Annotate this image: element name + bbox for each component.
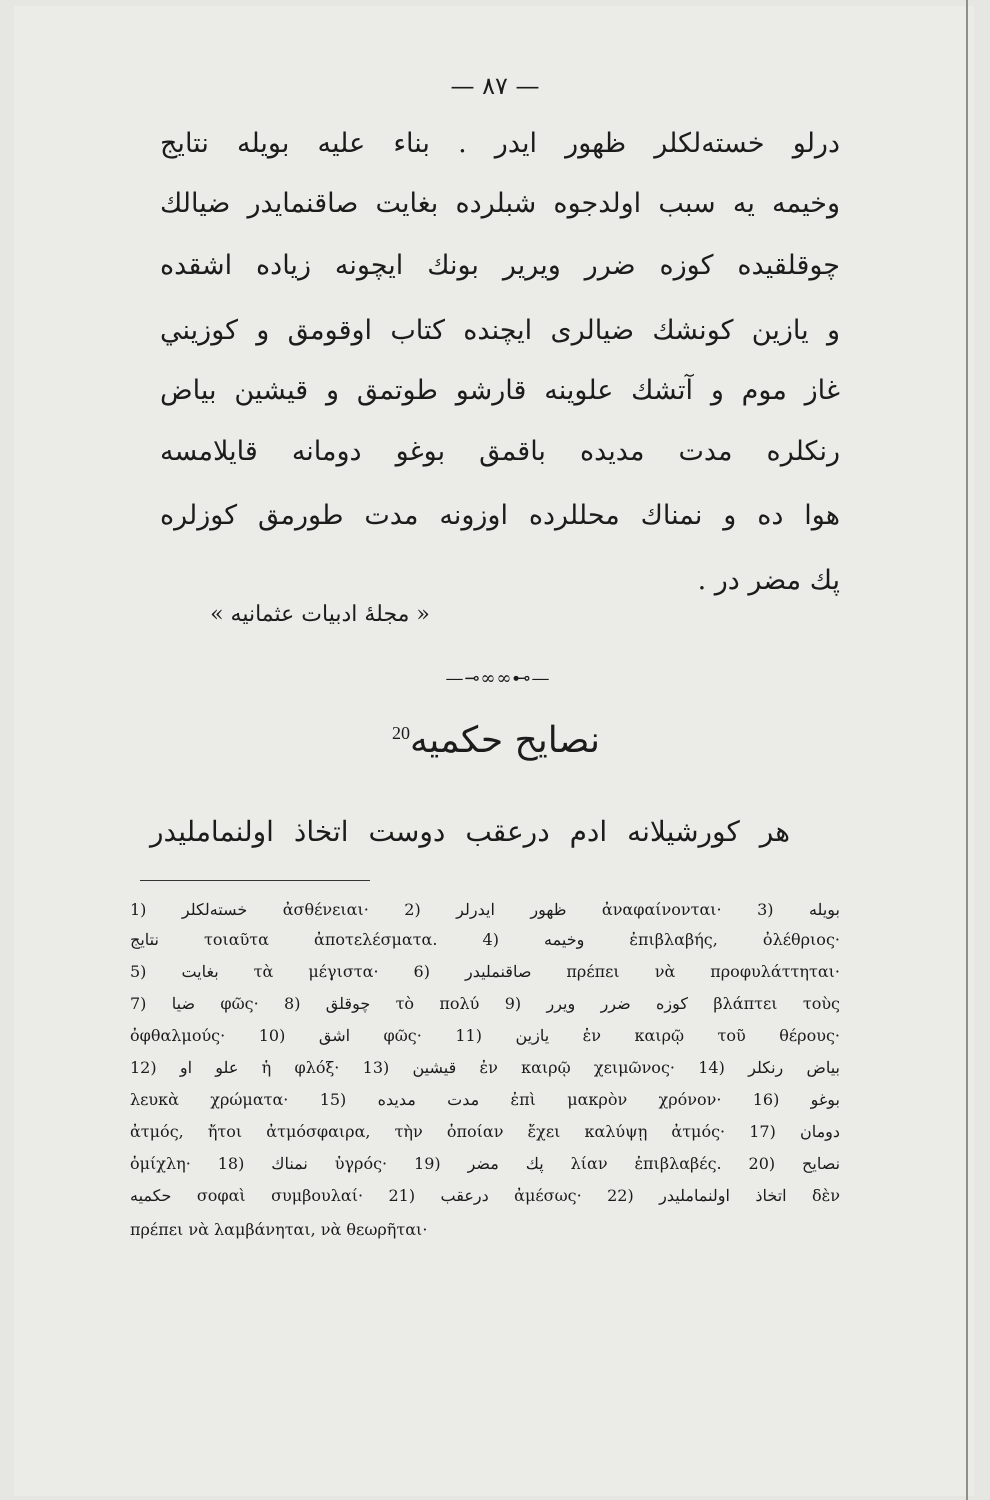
page-number: — ٨٧ — (450, 72, 540, 100)
body-line-8: پك مضر در . (697, 565, 840, 596)
footnote-line-5: ὀφθαλμούς· 10) اشق φῶς· 11) يازين ἐν καιρῷ τοῦ θέρους· (130, 1026, 840, 1045)
body-line-7: هوا ده و نمناك محللرده اوزونه مدت طورمق كوزلره (160, 500, 840, 531)
body-line-1: درلو خستەلكلر ظهور ايدر . بناء عليه بويله نتايج (160, 128, 840, 159)
footnote-rule (140, 880, 370, 881)
footnote-line-7: λευκὰ χρώματα· 15) مدت مديده ἐπὶ μακρὸν χρόνον· 16) بوغو (130, 1090, 840, 1109)
footnote-line-9: ὁμίχλη· 18) نمناك ὑγρός· 19) پك مضر λίαν ἐπιβλαβές. 20) نصايح (130, 1154, 841, 1173)
body-line-2: وخيمه يه سبب اولدجوه شبلرده بغايت صاقنمايدر ضيالك (160, 188, 840, 219)
body-line-6: رنكلره مدت مديده باقمق بوغو دومانه قايلامسه (160, 436, 840, 467)
section-title-note: 20 (391, 723, 410, 743)
footnote-line-4: 7) ضيا φῶς· 8) چوقلق τὸ πολύ 9) كوزه ضرر ويرر βλάπτει τοὺς (130, 994, 841, 1013)
source-citation: « مجلهٔ ادبيات عثمانيه » (210, 602, 430, 627)
footnote-line-2: نتايج τοιαῦτα ἀποτελέσματα. 4) وخيمه ἐπιβλαβής, ὀλέθριος· (130, 930, 840, 949)
body-line-3: چوقلقيده كوزه ضرر ويرير بونك ايچونه زياده اشقده (160, 250, 840, 281)
footnote-line-11: πρέπει νὰ λαμβάνηται, νὰ θεωρῆται· (130, 1220, 428, 1239)
page-edge (966, 0, 968, 1500)
footnote-line-8: ἀτμός, ἤτοι ἀτμόσφαιρα, τὴν ὁποίαν ἔχει καλύψῃ ἀτμός· 17) دومان (130, 1122, 840, 1141)
section-title-text: نصايح حكميه (409, 720, 600, 761)
maxim-line: هر كورشيلانه ادم درعقب دوست اتخاذ اولنمامليدر (150, 815, 790, 848)
body-line-4: و يازين كونشك ضيالرى ايچنده كتاب اوقومق و كوزيني (160, 315, 840, 346)
footnote-line-3: 5) بغايت τὰ μέγιστα· 6) صاقنمليدر πρέπει νὰ προφυλάττηται· (130, 962, 840, 981)
footnote-line-6: 12) علو او ἡ φλόξ· 13) قيشين ἐν καιρῷ χειμῶνος· 14) بياض رنكلر (130, 1058, 841, 1077)
body-line-5: غاز موم و آتشك علوينه قارشو طوتمق و قيشين بياض (160, 375, 840, 406)
section-title (391, 720, 600, 761)
footnote-line-10: حكميه σοφαὶ συμβουλαί· 21) درعقب ἀμέσως· 22) اتخاذ اولنمامليدر δὲν (130, 1186, 840, 1205)
footnote-line-1: 1) خستەلكلر ἀσθένειαι· 2) ظهور ايدرلر ἀναφαίνονται· 3) بويله (130, 900, 840, 919)
section-ornament: —⊸∞∞⊷— (445, 668, 551, 689)
